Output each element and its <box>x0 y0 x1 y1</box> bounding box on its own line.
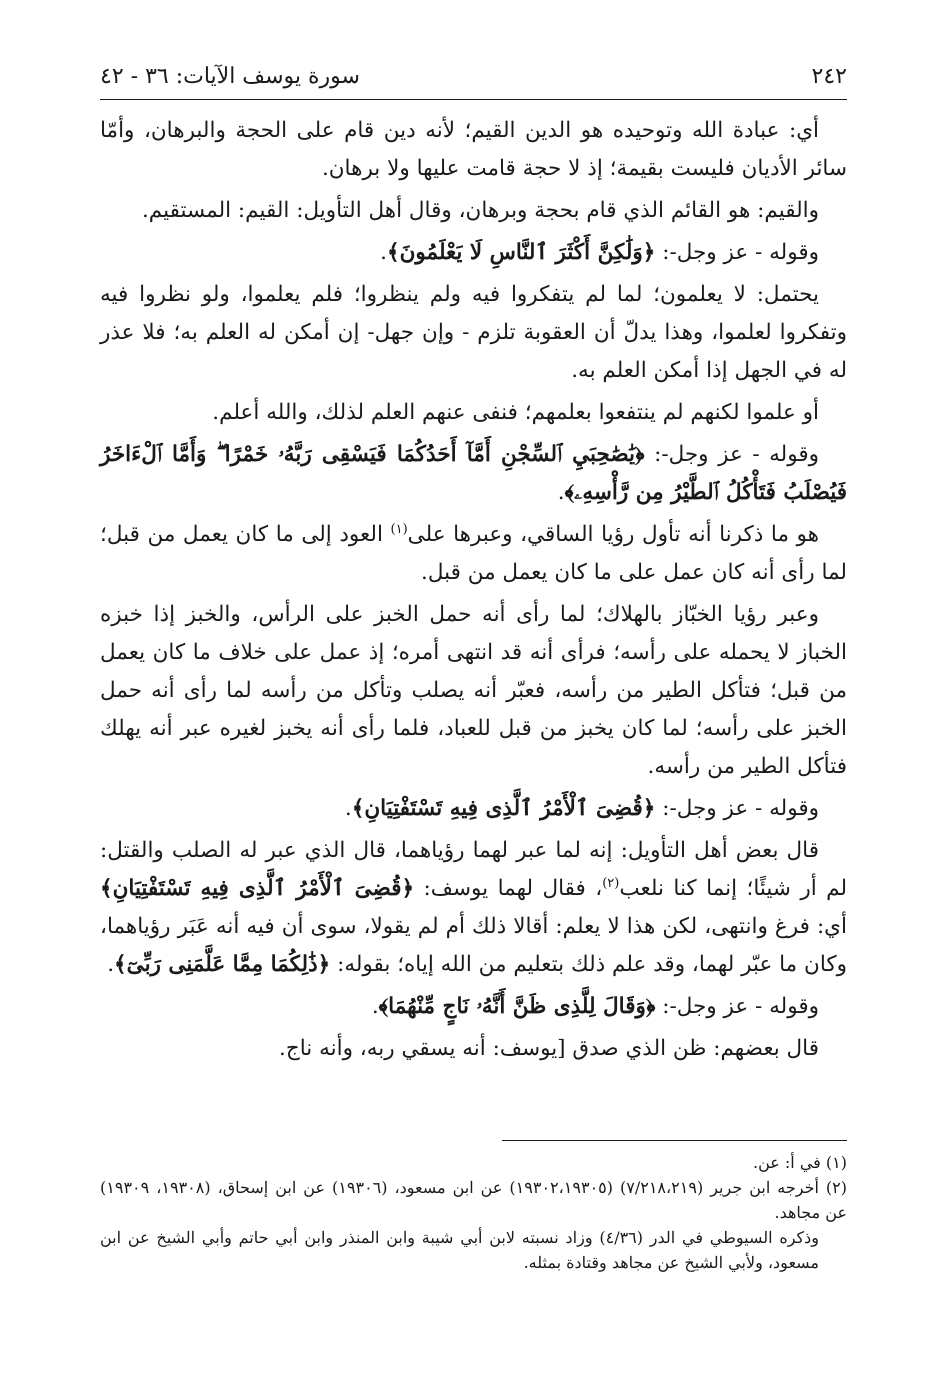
text-segment: قال بعض أهل التأويل: إنه لما عبر لهما رؤياهما، قال الذي عبر له الصلب والقتل: لم أر شيئًا؛ إنما كنا نلعب <box>100 838 848 901</box>
paragraph: أي: عبادة الله وتوحيده هو الدين القيم؛ لأنه دين قام على الحجة والبرهان، وأمّا سائر الأديان فليست بقيمة؛ إذ لا حجة قامت عليها ولا برهان. <box>100 118 847 181</box>
footnotes <box>100 1150 847 1275</box>
footnote-ref[interactable]: (٢) <box>602 875 620 891</box>
paragraph <box>100 790 847 828</box>
quran-verse: ﴿قُضِىَ ٱلْأَمْرُ ٱلَّذِى فِيهِ تَسْتَفْتِيَانِ﴾ <box>100 876 415 901</box>
footnote-2-continuation: وذكره السيوطي في الدر (٤/٣٦) وزاد نسبته لابن أبي شيبة وابن المنذر وابن أبي حاتم وأبي الشيخ عن ابن مسعود، ولأبي الشيخ عن مجاهد وقتادة بمثله. <box>100 1228 820 1272</box>
paragraph: قال بعضهم: ظن الذي صدق [يوسف: أنه يسقي ربه، وأنه ناج. <box>279 1036 819 1061</box>
footnote-2: (٢) أخرجه ابن جرير (٧/٢١٨،٢١٩) (١٩٣٠٢،١٩٣٠٥) عن ابن مسعود، (١٩٣٠٦) عن ابن إسحاق، (١٩٣٠٨، ١٩٣٠٩) عن مجاهد. <box>100 1178 848 1222</box>
paragraph: وعبر رؤيا الخبّاز بالهلاك؛ لما رأى أنه حمل الخبز على الرأس، والخبز إذا خبزه الخباز لا يحمله على رأسه؛ فرأى أنه قد انتهى أمره؛ إذ عمل على خلاف ما كان يعمل من قبل؛ فتأكل الطير من رأسه، فعبّر أنه يصلب وتأكل من رأسه لما رأى أنه حمل الخبز على رأسه؛ لما كان يخبز من قبل للعباد، فلما رأى أنه يخبز لغيره عبر أنه يهلك فتأكل الطير من رأسه. <box>100 602 847 779</box>
punctuation: . <box>344 796 352 821</box>
punctuation: . <box>557 480 565 505</box>
paragraph: يحتمل: لا يعلمون؛ لما لم يتفكروا فيه ولم ينظروا؛ فلم يعلموا، ولو نظروا فيه وتفكروا لعلموا، وهذا يدلّ أن العقوبة تلزم - وإن جهل- إن أمكن له العلم به؛ فلا عذر له في الجهل إذا أمكن العلم به. <box>100 282 847 383</box>
quran-verse: ﴿يَٰصَٰحِبَيِ ٱلسِّجْنِ أَمَّآ أَحَدُكُمَا فَيَسْقِى رَبَّهُۥ خَمْرًا ۖ وَأَمَّا ٱلْءَاخَرُ فَيُصْلَبُ فَتَأْكُلُ ٱلطَّيْرُ مِن رَّأْسِهِۦ﴾ <box>100 442 847 505</box>
main-text <box>100 112 847 1072</box>
quran-verse: ﴿قُضِىَ ٱلْأَمْرُ ٱلَّذِى فِيهِ تَسْتَفْتِيَانِ﴾ <box>351 796 656 821</box>
paragraph <box>100 436 847 512</box>
paragraph: أو علموا لكنهم لم ينتفعوا بعلمهم؛ فنفى عنهم العلم لذلك، والله أعلم. <box>212 400 819 425</box>
running-title: سورة يوسف الآيات: ٣٦ - ٤٢ <box>100 64 360 89</box>
paragraph <box>100 234 847 272</box>
page-number: ٢٤٢ <box>811 64 847 89</box>
text-segment: العود إلى ما كان يعمل من قبل؛ لما رأى أنه كان عمل على ما كان يعمل من قبل. <box>100 522 847 585</box>
paragraph <box>100 516 847 592</box>
verse-intro: وقوله - عز وجل-: <box>655 796 819 821</box>
verse-intro: وقوله - عز وجل-: <box>655 240 819 265</box>
quran-verse: ﴿وَلَٰكِنَّ أَكْثَرَ ٱلنَّاسِ لَا يَعْلَمُونَ﴾ <box>387 240 656 265</box>
header-divider <box>100 99 847 100</box>
quran-verse: ﴿وَقَالَ لِلَّذِى ظَنَّ أَنَّهُۥ نَاجٍ مِّنْهُمَا﴾ <box>378 994 656 1019</box>
paragraph <box>100 988 847 1026</box>
quran-verse: ﴿ذَٰلِكُمَا مِمَّا عَلَّمَنِى رَبِّىٓ﴾ <box>114 952 331 977</box>
verse-intro: وقوله - عز وجل-: <box>644 442 820 467</box>
footnote-1: (١) في أ: عن. <box>753 1153 847 1172</box>
footnote-ref[interactable]: (١) <box>390 521 408 537</box>
text-segment: هو ما ذكرنا أنه تأول رؤيا الساقي، وعبرها على <box>407 522 819 547</box>
paragraph: والقيم: هو القائم الذي قام بحجة وبرهان، وقال أهل التأويل: القيم: المستقيم. <box>141 198 819 223</box>
punctuation: . <box>371 994 379 1019</box>
page-header <box>100 52 847 92</box>
text-segment: ، فقال لهما يوسف: <box>414 876 603 901</box>
text-segment: أي: فرغ وانتهى، لكن هذا لا يعلم: أقالا ذلك أم لم يقولا، سوى أن فيه أنه عَبَر رؤياهما، وكان ما عبّر لهما، وقد علم ذلك بتعليم من الله إياه؛ بقوله: <box>100 914 847 977</box>
punctuation: . <box>107 952 115 977</box>
footnote-divider <box>502 1140 847 1141</box>
punctuation: . <box>380 240 388 265</box>
verse-intro: وقوله - عز وجل-: <box>655 994 819 1019</box>
paragraph <box>100 832 847 984</box>
